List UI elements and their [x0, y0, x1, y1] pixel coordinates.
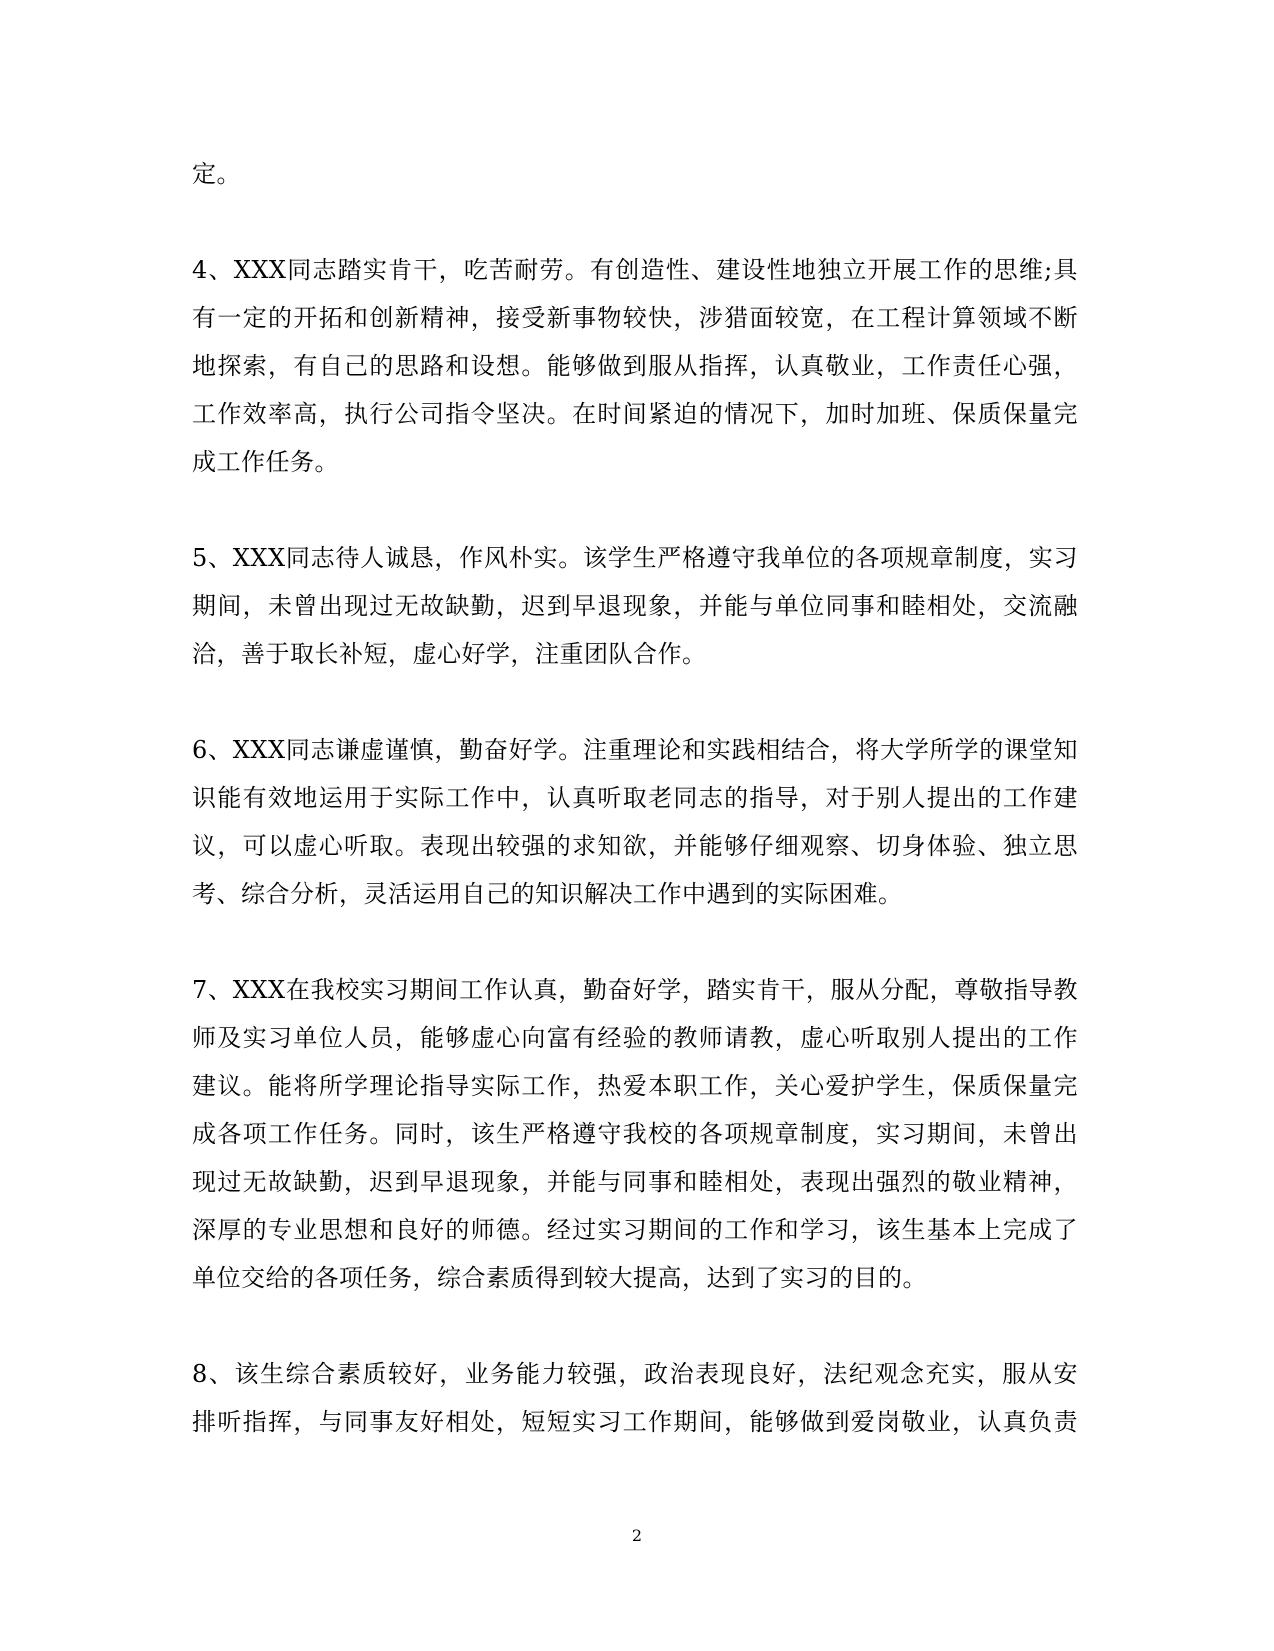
paragraph-line: 8、该生综合素质较好，业务能力较强，政治表现良好，法纪观念充实，服从安: [192, 1360, 1078, 1388]
paragraph-line: 有一定的开拓和创新精神，接受新事物较快，涉猎面较宽，在工程计算领域不断: [192, 304, 1078, 332]
paragraph-line: 单位交给的各项任务，综合素质得到较大提高，达到了实习的目的。: [192, 1264, 927, 1292]
page-number: 2: [631, 1526, 643, 1545]
paragraph-4: [192, 246, 1078, 486]
paragraph-line: 5、XXX同志待人诚恳，作风朴实。该学生严格遵守我单位的各项规章制度，实习: [192, 544, 1078, 572]
paragraph-line: 工作效率高，执行公司指令坚决。在时间紧迫的情况下，加时加班、保质保量完: [192, 400, 1078, 428]
document-body: [192, 150, 1078, 1446]
paragraph-5: [192, 534, 1078, 678]
paragraph-line: 定。: [192, 160, 241, 188]
paragraph-line: 4、XXX同志踏实肯干，吃苦耐劳。有创造性、建设性地独立开展工作的思维;具: [192, 256, 1078, 284]
paragraph-line: 期间，未曾出现过无故缺勤，迟到早退现象，并能与单位同事和睦相处，交流融: [192, 592, 1078, 620]
paragraph-line: 成工作任务。: [192, 448, 339, 476]
paragraph-line: 识能有效地运用于实际工作中，认真听取老同志的指导，对于别人提出的工作建: [192, 784, 1078, 812]
paragraph-line: 地探索，有自己的思路和设想。能够做到服从指挥，认真敬业，工作责任心强，: [192, 352, 1078, 380]
paragraph-line: 6、XXX同志谦虚谨慎，勤奋好学。注重理论和实践相结合，将大学所学的课堂知: [192, 736, 1078, 764]
paragraph-line: 现过无故缺勤，迟到早退现象，并能与同事和睦相处，表现出强烈的敬业精神，: [192, 1168, 1078, 1196]
paragraph-line: 建议。能将所学理论指导实际工作，热爱本职工作，关心爱护学生，保质保量完: [192, 1072, 1078, 1100]
paragraph-line: 排听指挥，与同事友好相处，短短实习工作期间，能够做到爱岗敬业，认真负责: [192, 1408, 1078, 1436]
paragraph-line: 考、综合分析，灵活运用自己的知识解决工作中遇到的实际困难。: [192, 880, 903, 908]
paragraph-line: 议，可以虚心听取。表现出较强的求知欲，并能够仔细观察、切身体验、独立思: [192, 832, 1078, 860]
paragraph-line: 师及实习单位人员，能够虚心向富有经验的教师请教，虚心听取别人提出的工作: [192, 1024, 1078, 1052]
paragraph-line: 7、XXX在我校实习期间工作认真，勤奋好学，踏实肯干，服从分配，尊敬指导教: [192, 976, 1078, 1004]
paragraph-continued: [192, 150, 1078, 198]
paragraph-8: [192, 1350, 1078, 1446]
paragraph-7: [192, 966, 1078, 1302]
paragraph-line: 深厚的专业思想和良好的师德。经过实习期间的工作和学习，该生基本上完成了: [192, 1216, 1078, 1244]
paragraph-line: 成各项工作任务。同时，该生严格遵守我校的各项规章制度，实习期间，未曾出: [192, 1120, 1078, 1148]
paragraph-line: 洽，善于取长补短，虚心好学，注重团队合作。: [192, 640, 707, 668]
paragraph-6: [192, 726, 1078, 918]
